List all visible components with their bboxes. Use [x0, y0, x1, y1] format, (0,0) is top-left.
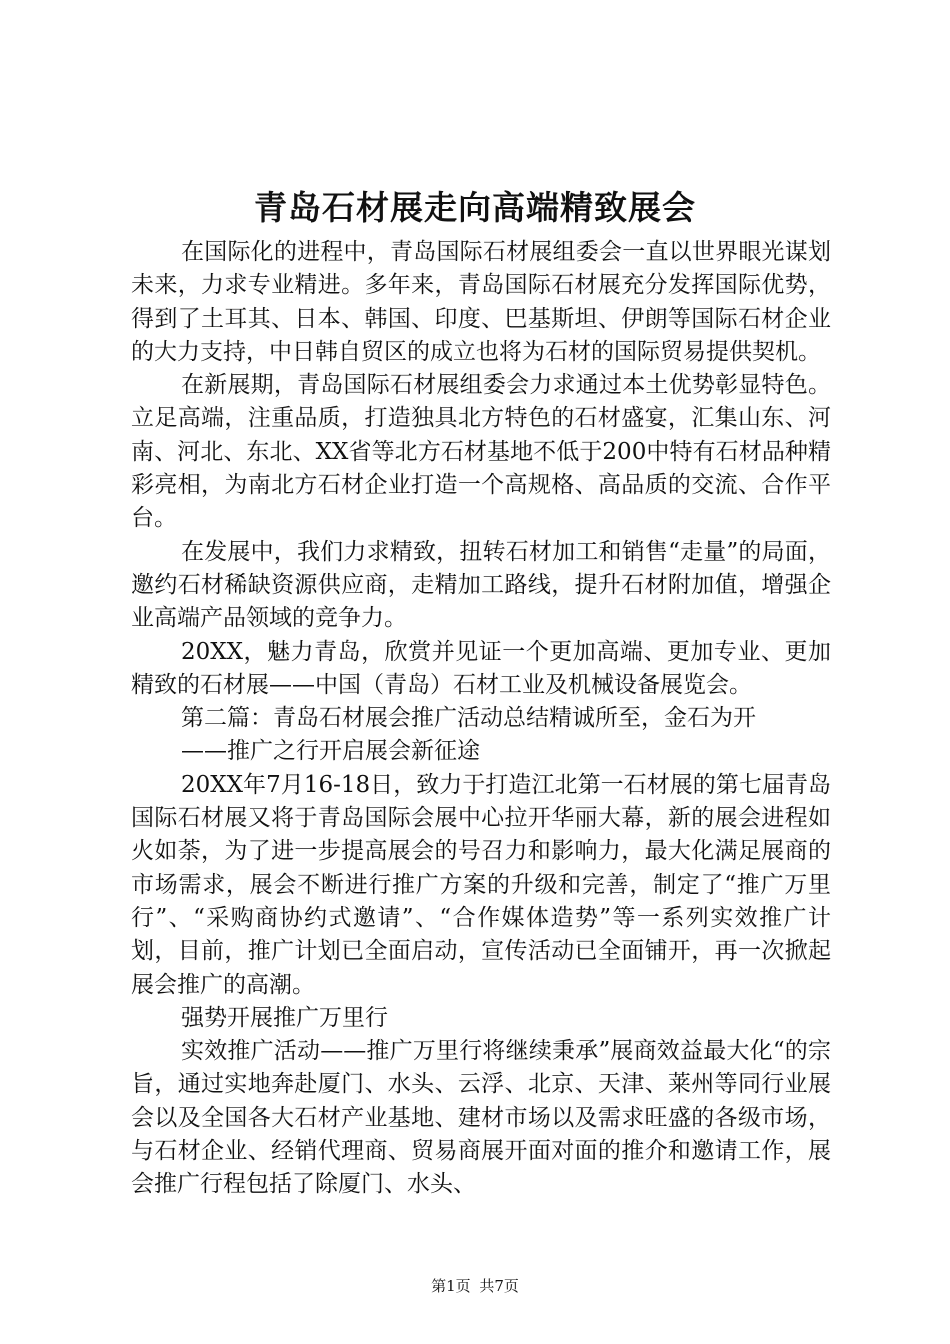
paragraph-1: 在国际化的进程中，青岛国际石材展组委会一直以世界眼光谋划未来，力求专业精进。多年来，青岛国际石材展充分发挥国际优势，得到了土耳其、日本、韩国、印度、巴基斯坦、伊朗等国际石材企业的大力支持，中日韩自贸区的成立也将为石材的国际贸易提供契机。 — [131, 239, 831, 365]
section-subheading: ——推广之行开启展会新征途 — [181, 738, 480, 765]
paragraph-4: 20XX，魅力青岛，欣赏并见证一个更加高端、更加专业、更加精致的石材展——中国（青岛）石材工业及机械设备展览会。 — [131, 638, 831, 698]
document-title: 青岛石材展走向高端精致展会 — [254, 188, 696, 227]
paragraph-2: 在新展期，青岛国际石材展组委会力求通过本土优势彰显特色。立足高端，注重品质，打造独具北方特色的石材盛宴，汇集山东、河南、河北、东北、XX省等北方石材基地不低于200中特有石材品种精彩亮相，为南北方石材企业打造一个高规格、高品质的交流、合作平台。 — [131, 372, 831, 532]
subsection-heading: 强势开展推广万里行 — [181, 1004, 388, 1031]
paragraph-3: 在发展中，我们力求精致，扭转石材加工和销售“走量”的局面，邀约石材稀缺资源供应商，走精加工路线，提升石材附加值，增强企业高端产品领域的竞争力。 — [131, 538, 831, 632]
document-body — [131, 236, 831, 1202]
paragraph-6: 实效推广活动——推广万里行将继续秉承”展商效益最大化“的宗旨，通过实地奔赴厦门、水头、云浮、北京、天津、莱州等同行业展会以及全国各大石材产业基地、建材市场以及需求旺盛的各级市场，与石材企业、经销代理商、贸易商展开面对面的推介和邀请工作，展会推广行程包括了除厦门、水头、 — [131, 1038, 831, 1198]
page-footer: 第1页 共7页 — [431, 1277, 519, 1295]
paragraph-5: 20XX年7月16-18日，致力于打造江北第一石材展的第七届青岛国际石材展又将于青岛国际会展中心拉开华丽大幕，新的展会进程如火如荼，为了进一步提高展会的号召力和影响力，最大化满足展商的市场需求，展会不断进行推广方案的升级和完善，制定了“推广万里行”、“采购商协约式邀请”、“合作媒体造势”等一系列实效推广计划，目前，推广计划已全面启动，宣传活动已全面铺开，再一次掀起展会推广的高潮。 — [131, 771, 831, 998]
section-heading-2: 第二篇：青岛石材展会推广活动总结精诚所至，金石为开 — [181, 705, 756, 732]
